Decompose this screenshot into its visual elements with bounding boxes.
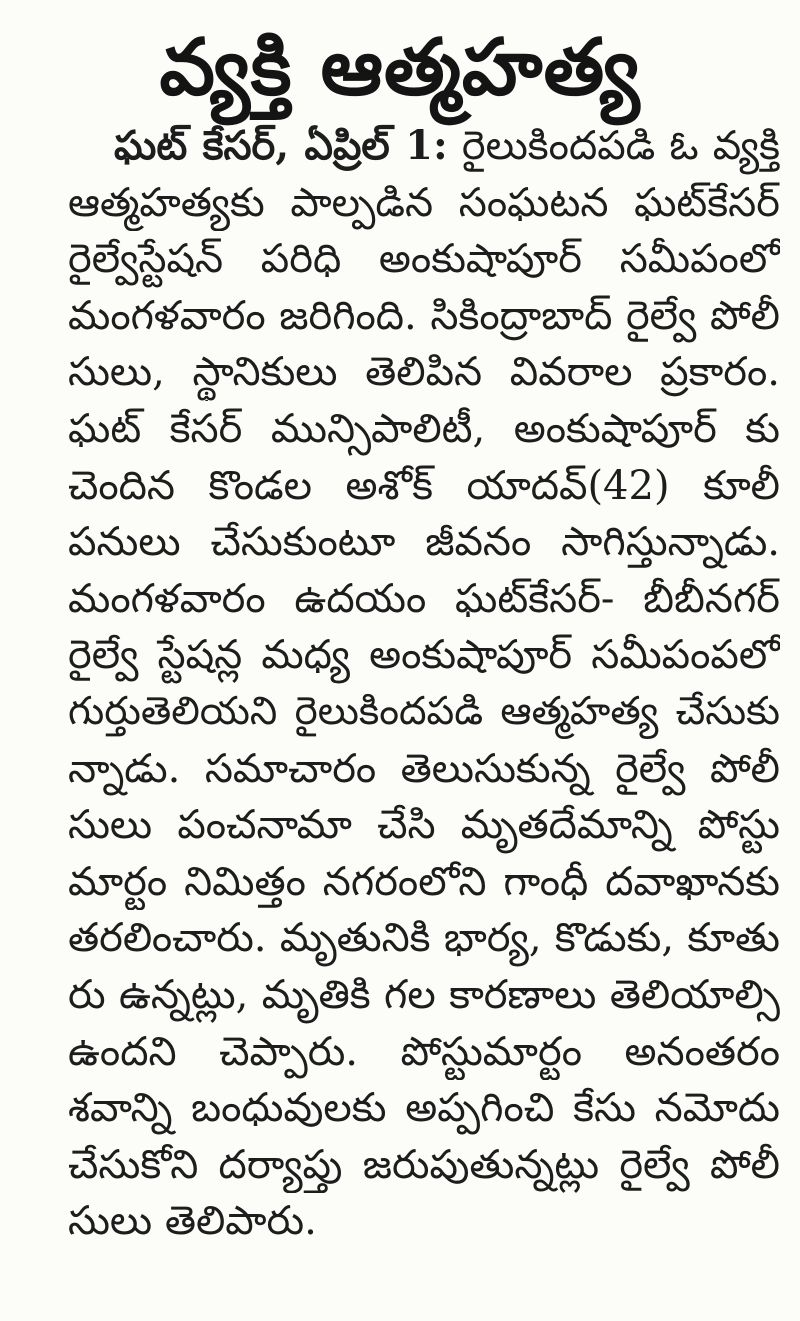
article-line-18: శవాన్ని బంధువులకు అప్పగించి కేసు నమోదు <box>68 1085 780 1132</box>
article-line-13: సులు పంచనామా చేసి మృతదేమాన్ని పోస్టు <box>68 802 780 849</box>
article-line-3: రైల్వేస్టేషన్ పరిధి అంకుషాపూర్ సమీపంలో <box>68 236 780 283</box>
article-line-12: న్నాడు. సమాచారం తెలుసుకున్న రైల్వే పోలీ <box>68 745 780 792</box>
article-line-10: రైల్వే స్టేషన్ల మధ్య అంకుషాపూర్ సమీపంపలో <box>68 632 780 679</box>
dateline: ఘట్ కేసర్, ఏప్రిల్ 1: <box>114 122 448 169</box>
article-line-11: గుర్తుతెలియని రైలుకిందపడి ఆత్మహత్య చేసుకు <box>68 688 780 734</box>
article-line-15: తరలించారు. మృతునికి భార్య, కొడుకు, కూతు <box>68 915 780 962</box>
headline: వ్యక్తి ఆత్మహత్య <box>159 23 641 113</box>
article-line-1 <box>68 118 780 175</box>
article-line-1-text: రైలుకిందపడి ఓ వ్యక్తి <box>447 123 780 169</box>
article-line-20: సులు తెలిపారు. <box>68 1198 317 1245</box>
article-line-17: ఉందని చెప్పారు. పోస్టుమార్టం అనంతరం <box>68 1028 780 1075</box>
article-line-14: మార్టం నిమిత్తం నగరంలోని గాంధీ దవాఖానకు <box>68 858 780 905</box>
article-line-7: చెందిన కొండల అశోక్ యాదవ్(42) కూలీ <box>68 462 780 509</box>
article-line-5: సులు, స్థానికులు తెలిపిన వివరాల ప్రకారం. <box>68 349 780 396</box>
article-line-2: ఆత్మహత్యకు పాల్పడిన సంఘటన ఘట్‌కేసర్ <box>68 179 780 226</box>
article-line-19: చేసుకోని దర్యాప్తు జరుపుతున్నట్లు రైల్వే పోలీ <box>68 1141 780 1188</box>
article-line-6: ఘట్ కేసర్ మున్సిపాలిటీ, అంకుషాపూర్ కు <box>68 405 780 452</box>
article-line-9: మంగళవారం ఉదయం ఘట్‌కేసర్- బీబీనగర్ <box>68 575 780 622</box>
article-line-16: రు ఉన్నట్లు, మృతికి గల కారణాలు తెలియాల్సి <box>68 971 780 1018</box>
article-line-4: మంగళవారం జరిగింది. సికింద్రాబాద్ రైల్వే పోలీ <box>68 292 780 339</box>
article-body <box>68 118 780 1250</box>
article-line-8: పనులు చేసుకుంటూ జీవనం సాగిస్తున్నాడు. <box>68 519 780 566</box>
